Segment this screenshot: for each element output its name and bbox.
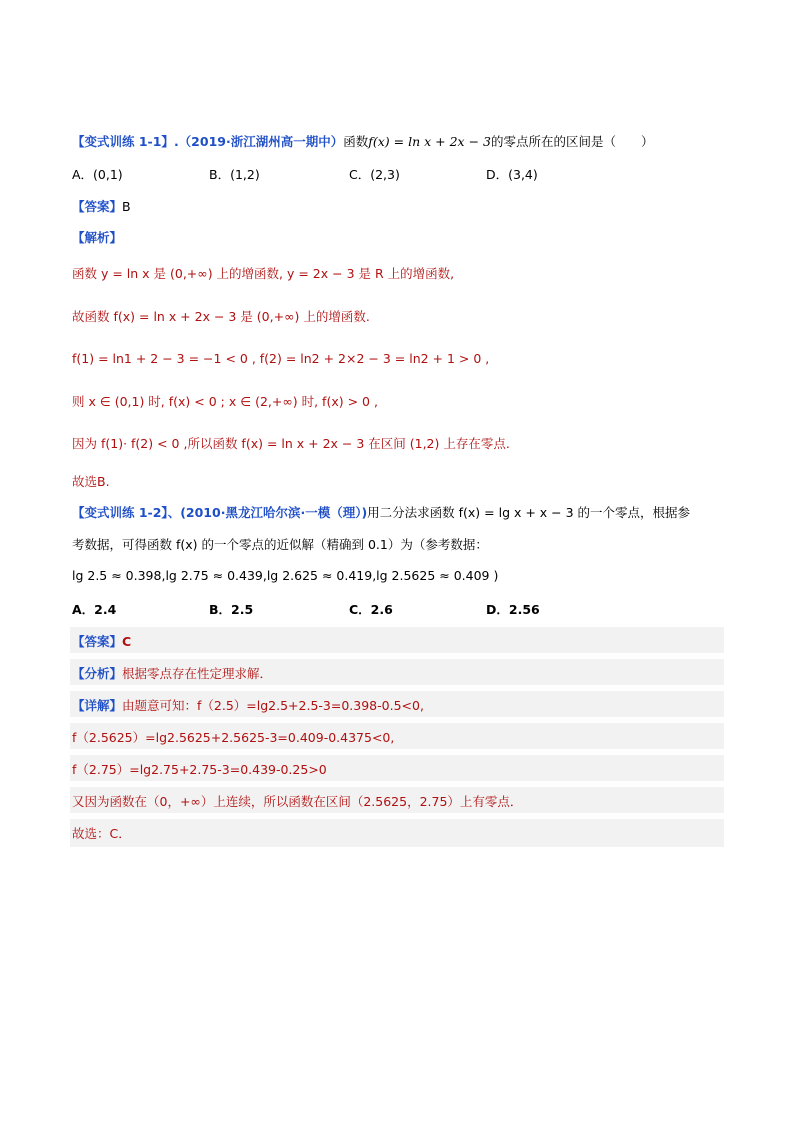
q1-stem [72,133,653,151]
q1-answer [72,198,131,216]
q2-solution-line-1: f（2.5625）=lg2.5625+2.5625-3=0.409-0.4375<0, [72,730,395,745]
q2-stem-1: 用二分法求函数 f(x) = lg x + x − 3 的一个零点，根据参 [367,505,691,520]
q1-analysis-line-3: f(1) = ln1 + 2 − 3 = −1 < 0 , f(2) = ln2 + 2×2 − 3 = ln2 + 1 > 0 , [72,351,490,366]
q2-stem-line-1 [72,504,690,522]
q1-func: f(x) = ln x + 2x − 3 [368,134,491,149]
q2-stem-line-2: 考数据，可得函数 f(x) 的一个零点的近似解（精确到 0.1）为（参考数据： [72,537,488,552]
q2-fenxi [72,665,272,683]
q2-xiangjie [72,697,424,715]
q2-fenxi-text: 根据零点存在性定理求解． [122,666,273,681]
q2-option-d: D．2.56 [486,602,540,617]
q2-answer-value: C [122,634,132,649]
q2-xiangjie-tag: 【详解】 [72,698,123,713]
q1-analysis-line-1: 函数 y = ln x 是 (0,+∞) 上的增函数, y = 2x − 3 是 R 上的增函数, [72,266,455,281]
q2-fenxi-tag: 【分析】 [72,666,123,681]
q2-reference-data: lg 2.5 ≈ 0.398,lg 2.75 ≈ 0.439,lg 2.625 ≈ 0.419,lg 2.5625 ≈ 0.409 ) [72,568,499,583]
q1-analysis-line-2: 故函数 f(x) = ln x + 2x − 3 是 (0,+∞) 上的增函数. [72,309,370,324]
q1-answer-value: B [122,199,131,214]
q2-source: 、(2010·黑龙江哈尔滨·一模（理）) [167,505,368,520]
q2-xiangjie-text: 由题意可知：f（2.5）=lg2.5+2.5-3=0.398-0.5<0, [122,698,424,713]
q2-solution-line-3: 又因为函数在（0，+∞）上连续，所以函数在区间（2.5625，2.75）上有零点． [72,794,523,809]
q2-solution-line-2: f（2.75）=lg2.75+2.75-3=0.439-0.25>0 [72,762,327,777]
q1-analysis-line-5: 因为 f(1)· f(2) < 0 ,所以函数 f(x) = ln x + 2x − 3 在区间 (1,2) 上存在零点. [72,436,510,451]
q1-option-b: B．(1,2) [209,167,260,182]
q1-answer-tag: 【答案】 [72,199,123,214]
q1-analysis-tag: 【解析】 [72,230,123,245]
q2-answer-tag: 【答案】 [72,634,123,649]
q2-tag: 【变式训练 1-2】 [72,505,168,520]
shade-band-1 [70,627,724,653]
q1-option-a: A．(0,1) [72,167,123,182]
q1-source: .（2019·浙江湖州高一期中） [173,134,344,149]
q1-analysis-line-6: 故选B. [72,474,110,489]
q2-solution-line-4: 故选：C． [72,826,131,841]
q2-option-a: A．2.4 [72,602,117,617]
q1-tag: 【变式训练 1-1】 [72,134,174,149]
q2-option-c: C．2.6 [349,602,393,617]
q1-option-c: C．(2,3) [349,167,400,182]
q1-option-d: D．(3,4) [486,167,538,182]
q2-option-b: B．2.5 [209,602,254,617]
q1-stem-pre: 函数 [343,134,369,149]
q1-analysis-line-4: 则 x ∈ (0,1) 时, f(x) < 0 ; x ∈ (2,+∞) 时, f(x) > 0 , [72,394,378,409]
q2-answer [72,633,131,651]
shade-band-7 [70,819,724,847]
q1-stem-post: 的零点所在的区间是（ ） [490,134,654,149]
